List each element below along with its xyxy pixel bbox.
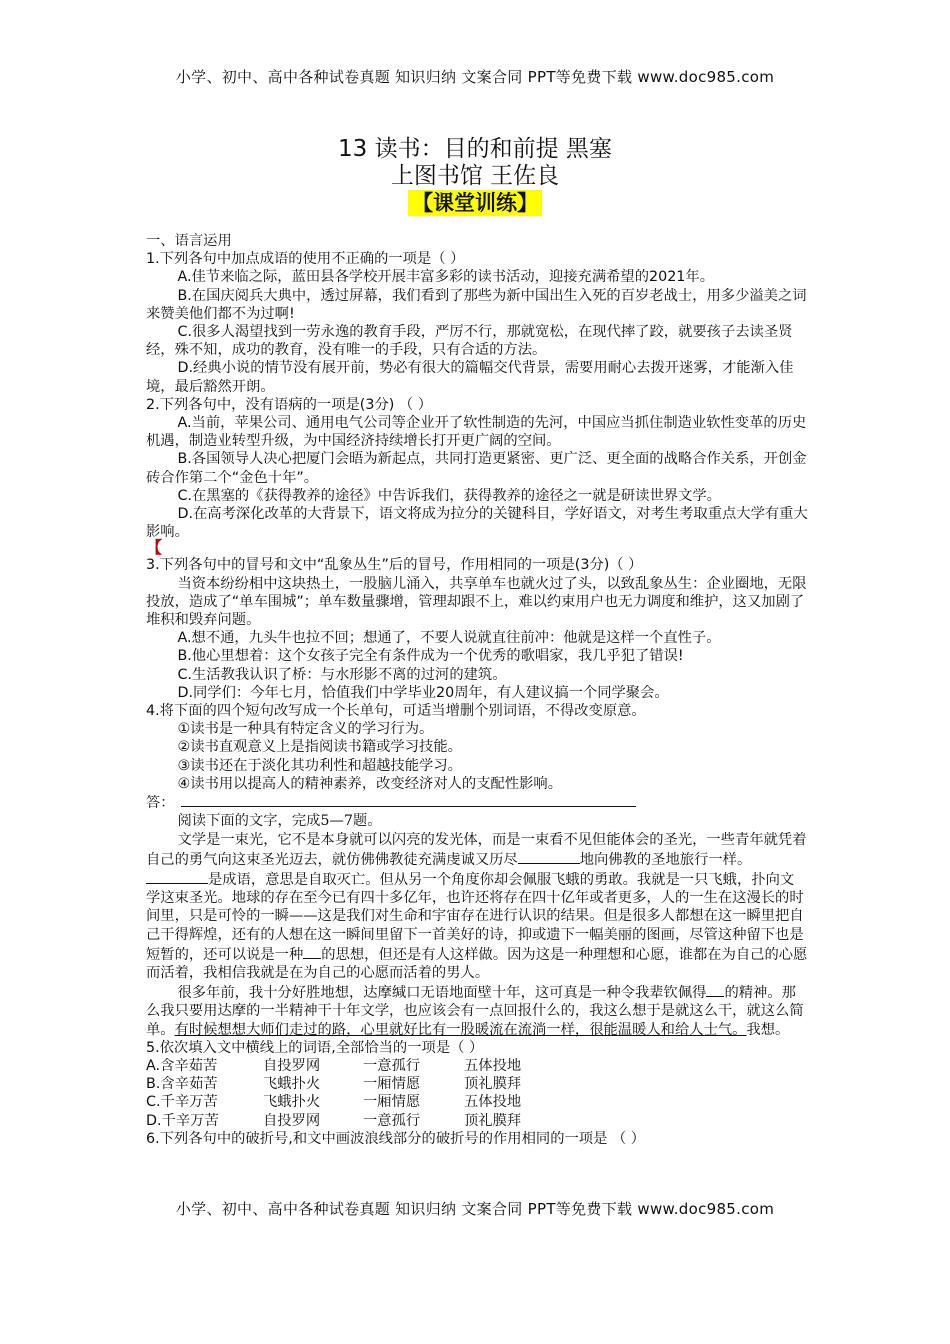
q5-stem: 5.依次填入文中横线上的词语,全部恰当的一项是（ ） [146,1039,484,1056]
q4-sentence-1: ①读书是一种具有特定含义的学习行为。 [177,721,434,738]
reading-passage [146,812,808,1038]
q4-sentence-3: ③读书还在于淡化其功利性和超越技能学习。 [177,757,462,774]
q4-sentence-4: ④读书用以提高人的精神素养，改变经济对人的支配性影响。 [177,775,562,792]
q3-passage: 当资本纷纷相中这块热土，一股脑儿涌入，共享单车也就火过了头，以致乱象丛生：企业圈地，无限投放，造成了“单车围城”；单车数量骤增，管理却跟不上，难以约束用户也无力调度和维护，这又加剧了堆积和毁弃问题。 [146,575,807,629]
page-header: 小学、初中、高中各种试卷真题 知识归纳 文案合同 PPT等免费下载 www.doc985.com [175,68,775,86]
section-tag: 【课堂训练】 [408,190,542,216]
q1-option-b: B.在国庆阅兵大典中，透过屏幕，我们看到了那些为新中国出生入死的百岁老战士，用多少溢美之词来赞美他们都不为过啊! [146,287,807,322]
reading-intro: 阅读下面的文字，完成5—7题。 [177,813,382,830]
q2-stem: 2.下列各句中，没有语病的一项是(3分) （ ） [146,396,433,413]
title-line-1: 13 读书：目的和前提 黑塞 [338,136,612,162]
q3-option-b: B.他心里想着：这个女孩子完全有条件成为一个优秀的歌唱家，我几乎犯了错误! [177,648,684,665]
q2-option-a: A.当前，苹果公司、通用电气公司等企业开了软性制造的先河，中国应当抓住制造业软性变革的历史机遇，制造业转型升级，为中国经济持续增长打开更广阔的空间。 [146,415,807,450]
blank-3[interactable] [303,944,321,959]
red-bracket-mark: 【 [146,538,163,558]
answer-line[interactable] [181,793,636,807]
wavy-underlined-sentence: 有时候想想大师们走过的路，心里就好比有一股暖流在流淌一样，很能温暖人和给人士气。 [174,1021,747,1038]
page-footer: 小学、初中、高中各种试卷真题 知识归纳 文案合同 PPT等免费下载 www.doc985.com [175,1200,775,1218]
q1-option-a: A.佳节来临之际，蓝田县各学校开展丰富多彩的读书活动，迎接充满希望的2021年。 [177,269,715,286]
q2-option-d: D.在高考深化改革的大背景下，语文将成为拉分的关键科目，学好语文，对考生考取重点大学有重大影响。 [146,506,808,541]
passage-paragraph-2: 很多年前，我十分好胜地想，达摩缄口无语地面壁十年，这可真是一种令我辈钦佩得 的精神。那么我只要用达摩的一半精神干十年文学，也应该会有一点回报什么的，我这么想于是就这么干，就这么简单。有时候想想大师们走过的路，心里就好比有一股暖流在流淌一样，很能温暖人和给人士气。我想。 [146,982,808,1039]
q4-stem: 4.将下面的四个短句改写成一个长单句，可适当增删个别词语，不得改变原意。 [146,703,646,720]
blank-4[interactable] [706,982,724,997]
q5-option-row: B.含辛茹苦 飞蛾扑火 一厢情愿 顶礼膜拜 [146,1076,522,1093]
blank-1[interactable] [518,849,580,864]
answer-label: 答： [146,795,175,812]
q3-option-a: A.想不通，九头牛也拉不回；想通了，不要人说就直往前冲：他就是这样一个直性子。 [177,630,721,647]
q3-stem: 3.下列各句中的冒号和文中“乱象丛生”后的冒号，作用相同的一项是(3分)（ ） [146,557,643,574]
q1-option-d: D.经典小说的情节没有展开前，势必有很大的篇幅交代背景，需要用耐心去拨开迷雾，才能渐入佳境，最后豁然开朗。 [146,360,794,395]
q3-option-d: D.同学们：今年七月，恰值我们中学毕业20周年，有人建议搞一个同学聚会。 [177,684,669,701]
q1-stem: 1.下列各句中加点成语的使用不正确的一项是（ ） [146,251,465,268]
passage-paragraph-1: 文学是一束光，它不是本身就可以闪亮的发光体，而是一束看不见但能体会的圣光，一些青年就凭着自己的勇气向这束圣光迈去，就仿佛佛教徒充满虔诚又历尽 地向佛教的圣地旅行一样。是成语，意思是自取灭亡。但从另一个角度你却会佩服飞蛾的勇敢。我就是一只飞蛾，扑向文学这束圣光。地球的存在至今已有四十多亿年，也许还将存在四十亿年或者更多，人的一生在这漫长的时间里，只是可怜的一瞬——这是我们对生命和宇宙存在进行认识的结果。但是很多人都想在这一瞬里把自己干得辉煌，还有的人想在这一瞬间里留下一首美好的诗，抑或遗下一幅美丽的图画，尽管这种留下也是短暂的，还可以说是一种 的思想，但还是有人这样做。因为这是一种理想和心愿，谁都在为自己的心愿而活着，我相信我就是在为自己的心愿而活着的男人。 [146,831,808,981]
q5-option-row: D.千辛万苦 自投罗网 一意孤行 顶礼膜拜 [146,1112,522,1129]
q6-stem: 6.下列各句中的破折号,和文中画波浪线部分的破折号的作用相同的一项是 （ ） [146,1130,646,1147]
title-line-2: 上图书馆 王佐良 [390,163,560,189]
q5-option-row: C.千辛万苦 飞蛾扑火 一厢情愿 五体投地 [146,1094,522,1111]
blank-2[interactable] [146,869,208,884]
section-heading: 一、语言运用 [146,233,232,249]
q2-option-b: B.各国领导人决心把厦门会晤为新起点，共同打造更紧密、更广泛、更全面的战略合作关系，开创金砖合作第二个“金色十年”。 [146,451,807,486]
q3-option-c: C.生活教我认识了桥：与水形影不离的过河的建筑。 [177,666,507,683]
q5-option-row: A.含辛茹苦 自投罗网 一意孤行 五体投地 [146,1057,522,1074]
q2-option-c: C.在黑塞的《获得教养的途径》中告诉我们，获得教养的途径之一就是研读世界文学。 [177,487,721,504]
q4-sentence-2: ②读书直观意义上是指阅读书籍或学习技能。 [177,739,462,756]
worksheet-body [146,232,808,1148]
q1-option-c: C.很多人渴望找到一劳永逸的教育手段，严厉不行，那就宽松，在现代摔了跤，就要孩子去读圣贤经，殊不知，成功的教育，没有唯一的手段，只有合适的方法。 [146,324,793,359]
